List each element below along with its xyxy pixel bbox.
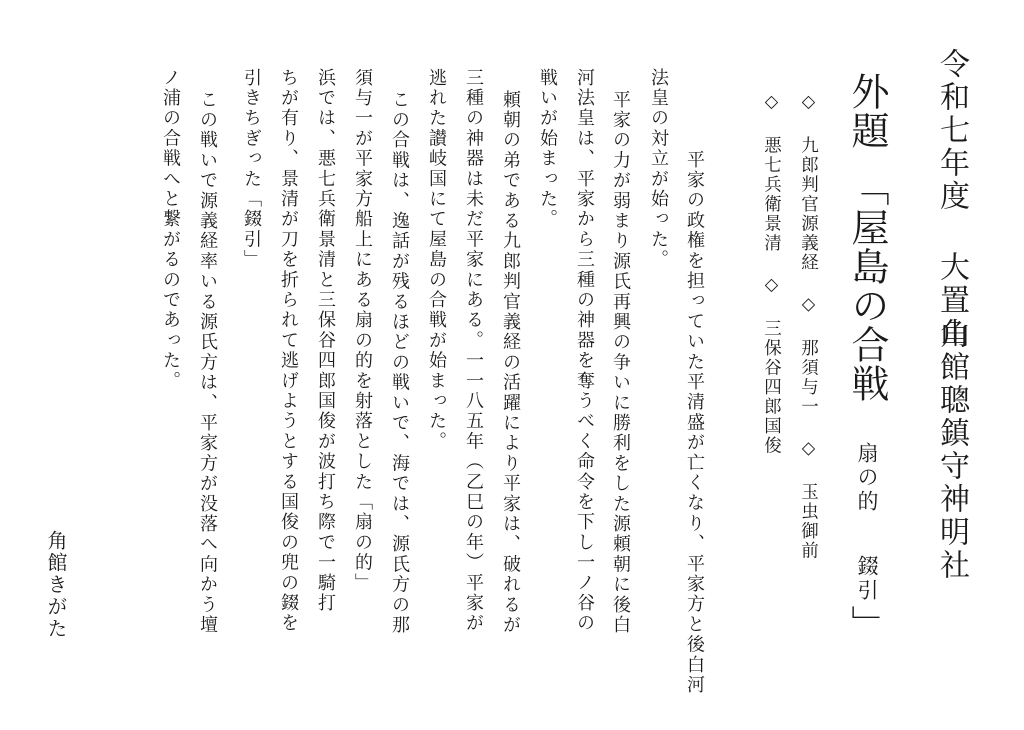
body-line: 須与一が平家方船上にある扇の的を射落とした「扇の的」 <box>352 68 373 594</box>
title-prefix: 外題 <box>845 72 889 150</box>
title-name: 屋島の合戦 <box>845 208 889 403</box>
body-line: 浜では、悪七兵衛景清と三保谷四郎国俊が波打ち際で一騎打 <box>315 68 336 614</box>
body-line: この合戦は、逸話が残るほどの戦いで、海では、源氏方の那 <box>389 90 410 636</box>
author-name: 角館きがた <box>44 530 68 640</box>
body-line: 平家の力が弱まり源氏再興の争いに勝利をした源頼朝に後白 <box>610 90 631 636</box>
body-line: 河法皇は、平家から三種の神器を奪うべく命令を下し一ノ谷の <box>574 68 595 634</box>
body-line: 引きちぎった「錣引」 <box>241 68 262 270</box>
title-open-bracket: 「 <box>845 168 889 207</box>
heading-line-1: 令和七年度 大置山 <box>934 48 969 350</box>
title-scene-shikorobiki: 錣引 <box>855 555 879 603</box>
body-line: ちが有り、景清が刀を折られて逃げようとする国俊の兜の錣を <box>278 68 299 634</box>
title-close-bracket: 」 <box>845 605 889 644</box>
body-line: 逃れた讃岐国にて屋島の合戦が始まった。 <box>426 68 447 452</box>
body-line: 平家の政権を担っていた平清盛が亡くなり、平家方と後白河 <box>684 150 705 696</box>
body-line: 頼朝の弟である九郎判官義経の活躍により平家は、破れるが <box>500 90 521 636</box>
body-line: この戦いで源義経率いる源氏方は、平家方が没落へ向かう壇 <box>197 90 218 636</box>
cast-line-2: ◇ 悪七兵衛景清 ◇ 三保谷四郎国俊 <box>761 92 782 456</box>
heading-line-2: 角館聰鎮守神明社 <box>934 318 969 582</box>
title-scene-fan: 扇の的 <box>855 442 879 514</box>
cast-line-1: ◇ 九郎判官源義経 ◇ 那須与一 ◇ 玉虫御前 <box>798 92 819 561</box>
body-line: 三種の神器は未だ平家にある。一一八五年（乙巳の年）平家が <box>463 68 484 634</box>
body-line: ノ浦の合戦へと繋がるのであった。 <box>160 68 181 392</box>
body-line: 戦いが始まった。 <box>537 68 558 230</box>
body-line: 法皇の対立が始った。 <box>648 68 669 270</box>
